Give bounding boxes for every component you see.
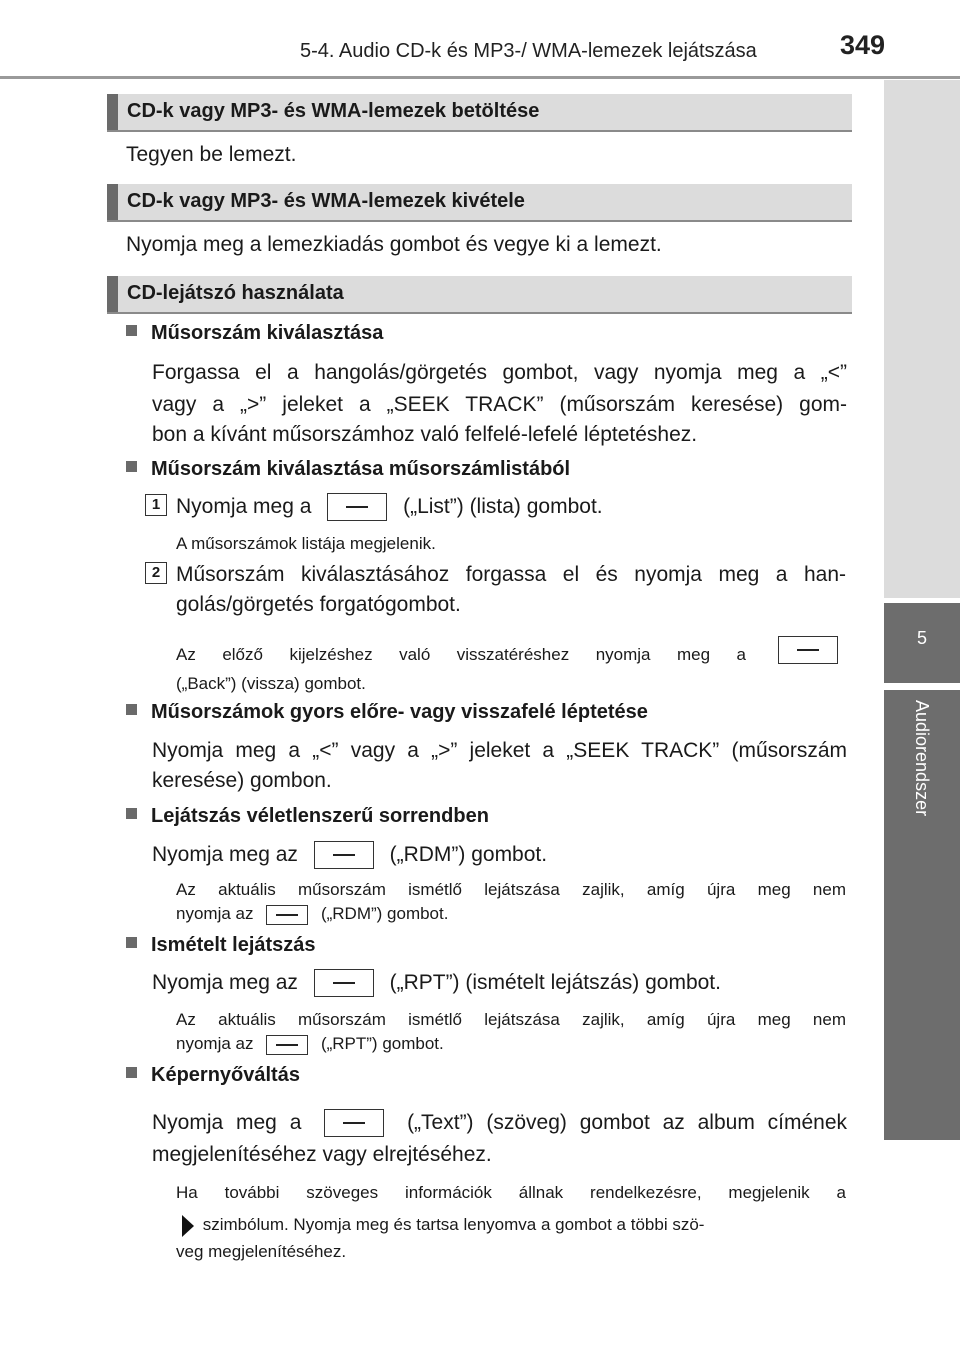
square-bullet-icon	[126, 325, 137, 336]
subheading-random: Lejátszás véletlenszerű sorrendben	[126, 805, 489, 828]
subheading-display: Képernyőváltás	[126, 1064, 300, 1087]
display-note-line2: szimbólum. Nyomja meg és tartsa lenyomva a gombot a többi szö-	[176, 1213, 704, 1237]
step1-text: Nyomja meg a („List”) (lista) gombot.	[176, 492, 603, 522]
section-heading-load: CD-k vagy MP3- és WMA-lemezek betöltése	[107, 94, 852, 132]
header-rule	[0, 76, 960, 79]
rpt-button-icon	[314, 969, 374, 997]
section-heading-player: CD-lejátszó használata	[107, 276, 852, 314]
step-number-1: 1	[145, 494, 167, 516]
text-button-icon	[324, 1109, 384, 1137]
step-number-2: 2	[145, 562, 167, 584]
track-select-line3: bon a kívánt műsorszámhoz való felfelé-lefelé léptetéshez.	[152, 423, 698, 446]
repeat-note-line2: nyomja az („RPT”) gombot.	[176, 1034, 444, 1053]
list-button-icon	[327, 493, 387, 521]
chapter-label: Audiorendszer	[912, 700, 932, 817]
square-bullet-icon	[126, 1067, 137, 1078]
track-select-line2: vagy a „>” jeleket a „SEEK TRACK” (műsorszám keresése) gom-	[152, 393, 847, 416]
right-arrow-symbol-icon	[182, 1215, 194, 1237]
back-note-line1: Az előző kijelzéshez való visszatéréshez nyomja meg a	[176, 645, 746, 664]
eject-text: Nyomja meg a lemezkiadás gombot és vegye ki a lemezt.	[126, 233, 662, 256]
subheading-track-select: Műsorszám kiválasztása	[126, 322, 383, 345]
track-select-line1: Forgassa el a hangolás/görgetés gombot, vagy nyomja meg a „<”	[152, 361, 847, 384]
side-strip	[884, 80, 960, 598]
fast-line2: keresése) gombon.	[152, 769, 332, 792]
display-note-line3: veg megjelenítéséhez.	[176, 1242, 347, 1261]
random-note-line1: Az aktuális műsorszám ismétlő lejátszása zajlik, amíg újra meg nem	[176, 880, 846, 899]
subheading-repeat: Ismételt lejátszás	[126, 934, 316, 957]
back-button-icon	[778, 636, 838, 664]
step1-note: A műsorszámok listája megjelenik.	[176, 534, 436, 553]
display-line2: megjelenítéséhez vagy elrejtéséhez.	[152, 1143, 492, 1166]
square-bullet-icon	[126, 808, 137, 819]
chapter-number-tab: 5	[884, 603, 960, 683]
square-bullet-icon	[126, 461, 137, 472]
fast-line1: Nyomja meg a „<” vagy a „>” jeleket a „SEEK TRACK” (műsorszám	[152, 739, 847, 762]
page-number: 349	[840, 30, 886, 60]
rpt-button-small-icon	[266, 1035, 308, 1055]
rdm-button-small-icon	[266, 905, 308, 925]
display-line1: Nyomja meg a („Text”) (szöveg) gombot az album címének	[152, 1108, 847, 1138]
subheading-track-list: Műsorszám kiválasztása műsorszámlistából	[126, 458, 570, 481]
square-bullet-icon	[126, 937, 137, 948]
section-heading-eject: CD-k vagy MP3- és WMA-lemezek kivétele	[107, 184, 852, 222]
load-text: Tegyen be lemezt.	[126, 143, 297, 166]
subheading-fast: Műsorszámok gyors előre- vagy visszafelé léptetése	[126, 701, 648, 724]
display-note-line1: Ha további szöveges információk állnak rendelkezésre, megjelenik a	[176, 1183, 846, 1202]
random-text: Nyomja meg az („RDM”) gombot.	[152, 840, 547, 870]
repeat-note-line1: Az aktuális műsorszám ismétlő lejátszása zajlik, amíg újra meg nem	[176, 1010, 846, 1029]
random-note-line2: nyomja az („RDM”) gombot.	[176, 904, 449, 923]
step2-line1: Műsorszám kiválasztásához forgassa el és nyomja meg a han-	[176, 563, 846, 586]
back-note-line2: („Back”) (vissza) gombot.	[176, 674, 366, 693]
square-bullet-icon	[126, 704, 137, 715]
rdm-button-icon	[314, 841, 374, 869]
running-header: 5-4. Audio CD-k és MP3-/ WMA-lemezek lejátszása	[300, 40, 757, 62]
repeat-text: Nyomja meg az („RPT”) (ismételt lejátszás) gombot.	[152, 968, 721, 998]
step2-line2: golás/görgetés forgatógombot.	[176, 593, 461, 616]
